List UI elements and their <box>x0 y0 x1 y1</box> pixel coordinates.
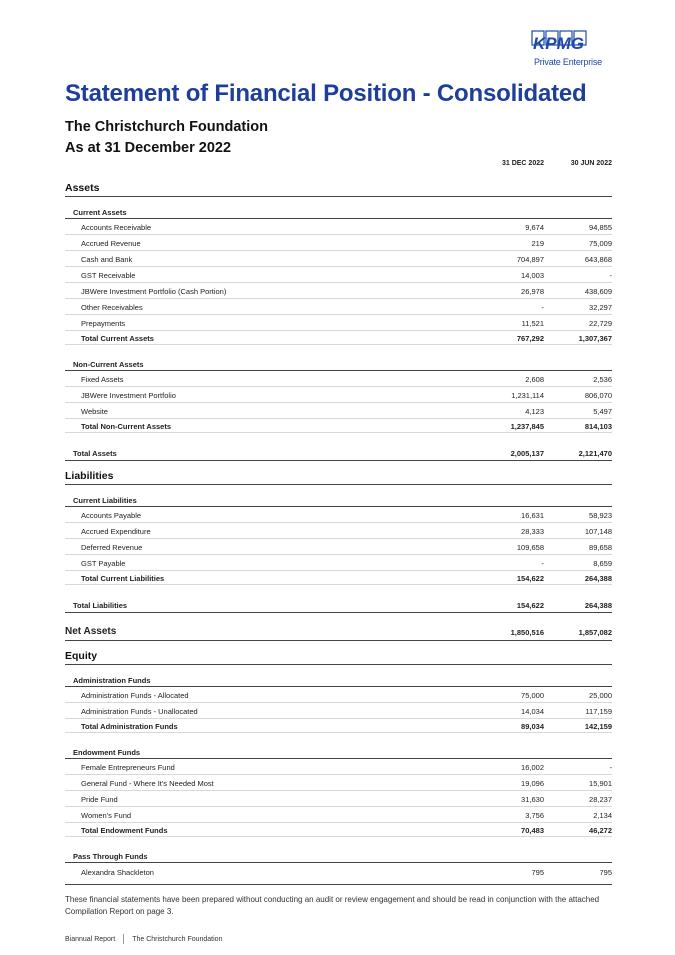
group-heading-administration-funds <box>65 671 612 687</box>
total-label: Total Current Assets <box>81 334 154 343</box>
section-heading-assets <box>65 173 612 197</box>
section-heading-liabilities <box>65 461 612 485</box>
table-row <box>65 539 612 555</box>
value-dec: 16,631 <box>521 511 544 520</box>
value-dec: 14,034 <box>521 707 544 716</box>
table-row <box>65 555 612 571</box>
value-dec: 2,005,137 <box>510 449 544 458</box>
table-row <box>65 371 612 387</box>
row-label: Website <box>81 407 108 416</box>
value-dec: 16,002 <box>521 763 544 772</box>
value-jun: 117,159 <box>585 707 612 716</box>
value-dec: 3,756 <box>525 811 544 820</box>
row-label: Accrued Expenditure <box>81 527 151 536</box>
page-footer <box>65 934 222 944</box>
row-label: Prepayments <box>81 319 126 328</box>
value-jun: 94,855 <box>589 223 612 232</box>
value-jun: 795 <box>599 868 612 877</box>
value-dec: 154,622 <box>516 601 544 610</box>
value-dec: 9,674 <box>525 223 544 232</box>
value-dec: 1,231,114 <box>511 391 544 400</box>
row-label: GST Payable <box>81 559 126 568</box>
value-jun: 58,923 <box>589 511 612 520</box>
value-dec: - <box>541 559 544 568</box>
value-dec: 31,630 <box>521 795 544 804</box>
group-label: Current Liabilities <box>73 496 137 505</box>
total-row-endowment-funds <box>65 823 612 837</box>
value-jun: 264,388 <box>584 601 612 610</box>
column-header-jun: 30 JUN 2022 <box>570 160 612 167</box>
row-label: JBWere Investment Portfolio (Cash Portion) <box>81 287 227 296</box>
value-dec: 26,978 <box>521 287 544 296</box>
value-dec: 89,034 <box>521 722 544 731</box>
section-heading-equity <box>65 641 612 665</box>
value-dec: 109,658 <box>516 543 544 552</box>
value-jun: 107,148 <box>584 527 612 536</box>
total-row-current-liabilities <box>65 571 612 585</box>
column-headers <box>65 155 612 173</box>
table-row <box>65 507 612 523</box>
group-label: Current Assets <box>73 208 127 217</box>
value-jun: 2,121,470 <box>578 449 612 458</box>
organization-name: The Christchurch Foundation <box>65 119 268 135</box>
footnote-divider <box>65 884 612 885</box>
logo-subtitle: Private Enterprise <box>534 57 602 67</box>
value-jun: 814,103 <box>584 422 612 431</box>
value-dec: 75,000 <box>521 691 544 700</box>
value-dec: 11,521 <box>521 319 544 328</box>
table-row <box>65 807 612 823</box>
footer-separator <box>123 934 124 944</box>
row-label: Fixed Assets <box>81 375 124 384</box>
total-label: Total Liabilities <box>73 601 128 610</box>
value-jun: 806,070 <box>584 391 612 400</box>
table-row <box>65 251 612 267</box>
total-label: Total Current Liabilities <box>81 574 165 583</box>
table-row <box>65 523 612 539</box>
total-row-liabilities <box>65 595 612 613</box>
value-dec: 1,237,845 <box>510 422 544 431</box>
group-label: Non-Current Assets <box>73 360 144 369</box>
value-jun: 75,009 <box>589 239 612 248</box>
column-header-dec: 31 DEC 2022 <box>501 160 544 167</box>
value-jun: 2,536 <box>593 375 612 384</box>
table-row <box>65 219 612 235</box>
table-row <box>65 791 612 807</box>
value-jun: 264,388 <box>584 574 612 583</box>
total-row-current-assets <box>65 331 612 345</box>
kpmg-logo <box>527 26 607 70</box>
total-label: Total Administration Funds <box>81 722 178 731</box>
value-jun: 2,134 <box>593 811 612 820</box>
table-row <box>65 235 612 251</box>
row-label: Female Entrepreneurs Fund <box>81 763 175 772</box>
row-label: Accounts Payable <box>81 511 142 520</box>
value-jun: 643,868 <box>584 255 612 264</box>
total-row-assets <box>65 443 612 461</box>
value-jun: 5,497 <box>593 407 612 416</box>
value-dec: 28,333 <box>521 527 544 536</box>
row-label: Other Receivables <box>81 303 143 312</box>
footer-report-name: Biannual Report <box>65 935 116 943</box>
row-label: Deferred Revenue <box>81 543 143 552</box>
total-row-administration-funds <box>65 719 612 733</box>
total-label: Total Non-Current Assets <box>81 422 172 431</box>
table-row <box>65 387 612 403</box>
value-jun: 438,609 <box>584 287 612 296</box>
total-label: Total Assets <box>73 449 117 458</box>
value-jun: 25,000 <box>589 691 612 700</box>
value-dec: 2,608 <box>525 375 544 384</box>
footer-organization: The Christchurch Foundation <box>132 935 223 943</box>
table-row <box>65 299 612 315</box>
table-row <box>65 687 612 703</box>
value-jun: - <box>609 271 612 280</box>
footnote: These financial statements have been prepared without conducting an audit or review engagement and should be read in conjunction with the attached Compilation Report on page 3. <box>65 895 600 916</box>
table-row <box>65 775 612 791</box>
value-jun: 142,159 <box>584 722 612 731</box>
value-dec: 795 <box>531 868 544 877</box>
table-row <box>65 283 612 299</box>
value-jun: 22,729 <box>589 319 612 328</box>
table-row <box>65 315 612 331</box>
row-label: Accounts Receivable <box>81 223 152 232</box>
row-label: Alexandra Shackleton <box>81 868 154 877</box>
table-row <box>65 703 612 719</box>
section-label: Liabilities <box>65 470 114 482</box>
row-label: Accrued Revenue <box>81 239 141 248</box>
value-dec: 14,003 <box>521 271 544 280</box>
value-jun: 32,297 <box>589 303 612 312</box>
row-label: JBWere Investment Portfolio <box>81 391 176 400</box>
group-heading-current-assets <box>65 203 612 219</box>
table-row <box>65 759 612 775</box>
table-row <box>65 863 612 879</box>
financial-statement <box>65 155 612 879</box>
section-label: Assets <box>65 182 100 194</box>
value-dec: 4,123 <box>525 407 544 416</box>
row-label: Administration Funds - Unallocated <box>81 707 198 716</box>
value-dec: 219 <box>531 239 544 248</box>
row-label: Pride Fund <box>81 795 118 804</box>
row-label: General Fund - Where It's Needed Most <box>81 779 214 788</box>
value-dec: 70,483 <box>521 826 544 835</box>
group-heading-endowment-funds <box>65 743 612 759</box>
net-assets-row <box>65 619 612 641</box>
group-heading-current-liabilities <box>65 491 612 507</box>
value-jun: - <box>609 763 612 772</box>
as-at-date: As at 31 December 2022 <box>65 140 232 156</box>
group-label: Administration Funds <box>73 676 151 685</box>
logo-wordmark: KPMG <box>533 34 584 53</box>
group-label: Endowment Funds <box>73 748 141 757</box>
table-row <box>65 403 612 419</box>
value-dec: 704,897 <box>516 255 544 264</box>
row-label: Administration Funds - Allocated <box>81 691 189 700</box>
group-heading-non-current-assets <box>65 355 612 371</box>
group-label: Pass Through Funds <box>73 852 148 861</box>
total-label: Total Endowment Funds <box>81 826 168 835</box>
group-heading-pass-through-funds <box>65 847 612 863</box>
value-jun: 28,237 <box>589 795 612 804</box>
row-label: Cash and Bank <box>81 255 133 264</box>
row-label: GST Receivable <box>81 271 136 280</box>
value-jun: 1,307,367 <box>578 334 612 343</box>
row-label: Women's Fund <box>81 811 132 820</box>
net-assets-label: Net Assets <box>65 626 117 637</box>
value-dec: 767,292 <box>516 334 544 343</box>
value-jun: 89,658 <box>589 543 612 552</box>
value-dec: 154,622 <box>516 574 544 583</box>
value-dec: 19,096 <box>521 779 544 788</box>
value-jun: 1,857,082 <box>578 628 612 637</box>
value-jun: 15,901 <box>589 779 612 788</box>
value-jun: 8,659 <box>593 559 612 568</box>
value-jun: 46,272 <box>589 826 612 835</box>
page-title: Statement of Financial Position - Consolidated <box>65 80 587 107</box>
value-dec: 1,850,516 <box>510 628 544 637</box>
section-label: Equity <box>65 650 98 662</box>
table-row <box>65 267 612 283</box>
total-row-non-current-assets <box>65 419 612 433</box>
value-dec: - <box>541 303 544 312</box>
